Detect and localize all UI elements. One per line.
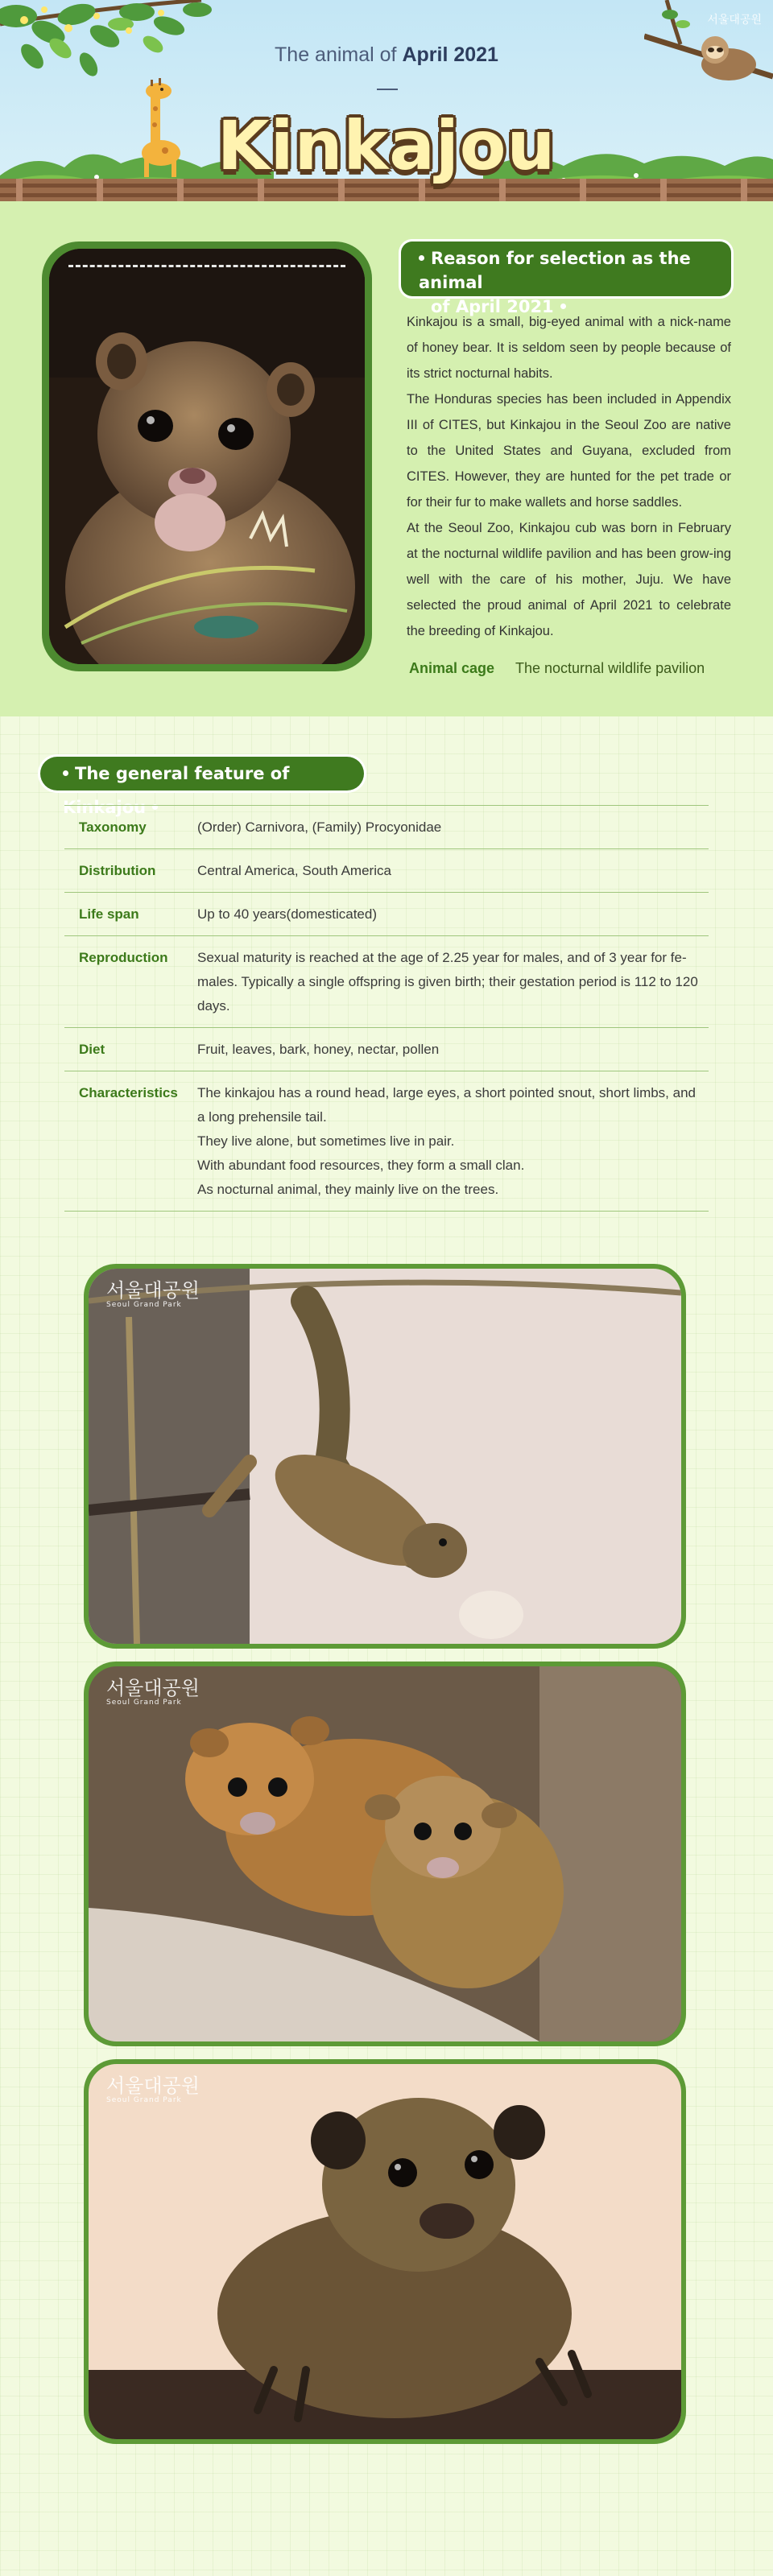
feature-value-line: (Order) Carnivora, (Family) Procyonidae	[197, 819, 442, 835]
table-row	[64, 936, 709, 1028]
table-row	[64, 1071, 709, 1212]
feature-key: Distribution	[64, 849, 197, 893]
feature-value-line: Central America, South America	[197, 863, 391, 878]
feature-key: Taxonomy	[64, 806, 197, 849]
feature-value	[197, 893, 709, 936]
animal-cage-value: The nocturnal wildlife pavilion	[515, 660, 705, 676]
reason-badge-line2: of April 2021	[431, 297, 554, 316]
feature-value-line: Up to 40 years(domesticated)	[197, 906, 377, 922]
feature-value	[197, 849, 709, 893]
photo-content	[89, 1269, 681, 1644]
feature-value-line: Fruit, leaves, bark, honey, nectar, pollen	[197, 1042, 440, 1057]
seoul-zoo-logo-top: 서울대공원	[707, 14, 762, 27]
reason-paragraph: Kinkajou is a small, big-eyed animal with a nick-name of honey bear. It is seldom seen by people because of its strict nocturnal habits.	[407, 315, 731, 381]
reason-paragraph: At the Seoul Zoo, Kinkajou cub was born in February at the nocturnal wildlife pavilion and has been grow-ing well with the care of his mother, Juju. We have selected the proud animal of April 2021 to celebrate the breeding of Kinkajou.	[407, 521, 731, 638]
feature-key: Diet	[64, 1028, 197, 1071]
feature-value	[197, 1071, 709, 1212]
photo-hanging-kinkajou	[84, 1264, 686, 1649]
table-row	[64, 806, 709, 849]
reason-paragraph: The Honduras species has been included in Appendix III of CITES, but Kinkajou in the Seoul Zoo are native to the United States and Guyana, excluded from CITES. However, they are hunted for the pet trade or for their fur to make wallets and horse saddles.	[407, 392, 731, 510]
feature-value-line: The kinkajou has a round head, large eyes, a short pointed snout, short limbs, and a long prehensile tail.	[197, 1085, 696, 1125]
subtitle-divider	[377, 89, 398, 90]
bullet-dot-icon	[63, 770, 68, 776]
stitch-line	[68, 265, 345, 269]
reason-badge-line1: Reason for selection as the animal	[419, 249, 691, 292]
header-banner	[0, 0, 773, 201]
seoul-zoo-watermark: 서울대공원 Seoul Grand Park	[106, 2074, 200, 2104]
feature-key: Characteristics	[64, 1071, 197, 1212]
bullet-dot-icon	[560, 303, 566, 309]
kinkajou-portrait-frame	[42, 242, 372, 671]
month-subtitle: The animal of April 2021	[275, 43, 498, 66]
bullet-dot-icon	[419, 255, 424, 261]
feature-value	[197, 806, 709, 849]
reason-badge	[401, 242, 731, 316]
feature-key: Life span	[64, 893, 197, 936]
feature-value-line: As nocturnal animal, they mainly live on the trees.	[197, 1182, 499, 1197]
intro-section	[0, 201, 773, 716]
feature-value	[197, 936, 709, 1028]
features-badge	[40, 757, 364, 817]
features-table	[64, 805, 709, 1212]
feature-value	[197, 1028, 709, 1071]
seoul-zoo-watermark: 서울대공원 Seoul Grand Park	[106, 1677, 200, 1707]
table-row	[64, 893, 709, 936]
photo-two-kinkajous	[84, 1662, 686, 2046]
feature-key: Reproduction	[64, 936, 197, 1028]
features-badge-label: The general feature of Kinkajou	[63, 764, 290, 817]
kinkajou-portrait-photo	[49, 249, 365, 664]
animal-cage-label: Animal cage	[409, 660, 495, 676]
feature-value-line: They live alone, but sometimes live in pair.	[197, 1133, 455, 1149]
photo-kinkajou-closeup	[84, 2059, 686, 2444]
feature-value-line: Sexual maturity is reached at the age of 2.25 year for males, and of 3 year for fe-males. Typically a single offspring is given birth; their gestation period is 112 to 120 days.	[197, 950, 698, 1013]
page-title: Kinkajou	[217, 106, 556, 185]
table-row	[64, 849, 709, 893]
table-row	[64, 1028, 709, 1071]
photo-content	[89, 1666, 681, 2041]
reason-text	[407, 309, 731, 644]
seoul-zoo-watermark: 서울대공원 Seoul Grand Park	[106, 1279, 200, 1309]
feature-value-line: With abundant food resources, they form a small clan.	[197, 1158, 525, 1173]
photo-content	[89, 2064, 681, 2439]
